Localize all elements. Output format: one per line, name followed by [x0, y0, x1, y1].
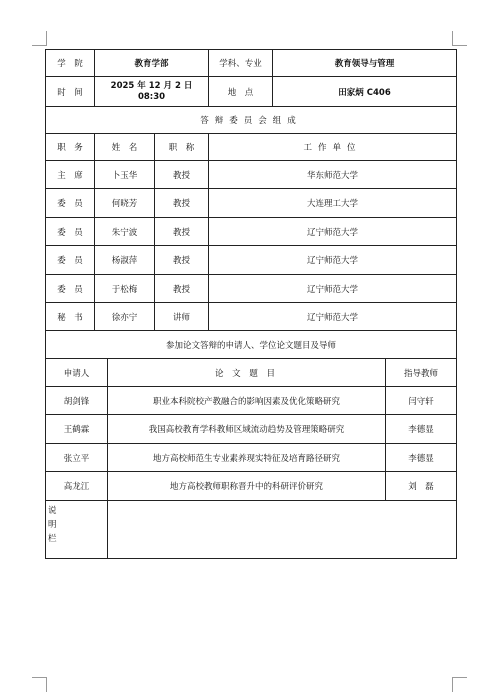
applicant-topic: 地方高校师范生专业素养现实特征及培育路径研究	[108, 444, 386, 472]
committee-name: 杨淑萍	[95, 246, 155, 275]
committee-col-name: 姓 名	[95, 134, 155, 161]
applicant-advisor: 李德显	[386, 415, 457, 444]
applicant-advisor: 李德显	[386, 444, 457, 472]
committee-unit: 辽宁师范大学	[209, 275, 457, 303]
notes-label-char: 栏	[48, 534, 57, 544]
applicants-col-topic: 论 文 题 目	[108, 359, 386, 387]
committee-unit: 华东师范大学	[209, 161, 457, 189]
applicants-col-name: 申请人	[46, 359, 108, 387]
applicant-advisor: 刘 磊	[386, 472, 457, 501]
committee-role: 委 员	[46, 189, 95, 218]
applicant-row	[46, 415, 457, 444]
committee-col-role: 职 务	[46, 134, 95, 161]
committee-rank: 教授	[155, 218, 209, 246]
committee-role: 秘 书	[46, 303, 95, 331]
committee-col-unit: 工作单位	[209, 134, 457, 161]
place-label: 地 点	[209, 77, 273, 107]
major-label: 学科、专业	[209, 50, 273, 77]
committee-row	[46, 246, 457, 275]
school-label: 学 院	[46, 50, 95, 77]
notes-content	[108, 501, 457, 559]
applicants-title: 参加论文答辩的申请人、学位论文题目及导师	[46, 331, 457, 359]
committee-header-row	[46, 134, 457, 161]
committee-unit: 辽宁师范大学	[209, 246, 457, 275]
committee-role: 委 员	[46, 275, 95, 303]
applicant-name: 高龙江	[46, 472, 108, 501]
committee-role: 委 员	[46, 246, 95, 275]
crop-mark-bottom-left	[32, 677, 47, 692]
committee-rank: 教授	[155, 161, 209, 189]
committee-name: 朱宁波	[95, 218, 155, 246]
applicant-row	[46, 444, 457, 472]
applicant-name: 王鹤霖	[46, 415, 108, 444]
applicants-title-row	[46, 331, 457, 359]
committee-unit: 辽宁师范大学	[209, 218, 457, 246]
notes-label	[46, 501, 108, 559]
committee-rank: 教授	[155, 246, 209, 275]
school-row	[46, 50, 457, 77]
place-value: 田家炳 C406	[273, 77, 457, 107]
committee-row	[46, 218, 457, 246]
applicant-name: 张立平	[46, 444, 108, 472]
applicant-advisor: 闫守轩	[386, 387, 457, 415]
committee-row	[46, 275, 457, 303]
crop-mark-bottom-right	[452, 677, 467, 692]
committee-role: 委 员	[46, 218, 95, 246]
committee-row	[46, 303, 457, 331]
committee-title: 答辩委员会组成	[46, 107, 457, 134]
crop-mark-top-right	[452, 31, 467, 46]
committee-name: 卜玉华	[95, 161, 155, 189]
committee-title-row	[46, 107, 457, 134]
applicant-row	[46, 387, 457, 415]
committee-unit: 大连理工大学	[209, 189, 457, 218]
committee-row	[46, 189, 457, 218]
time-value: 2025 年 12 月 2 日 08:30	[95, 77, 209, 107]
applicant-topic: 职业本科院校产教融合的影响因素及优化策略研究	[108, 387, 386, 415]
notes-row	[46, 501, 457, 559]
applicant-row	[46, 472, 457, 501]
committee-name: 于松梅	[95, 275, 155, 303]
applicant-topic: 我国高校教育学科教师区域流动趋势及管理策略研究	[108, 415, 386, 444]
committee-rank: 教授	[155, 189, 209, 218]
applicant-topic: 地方高校教师职称晋升中的科研评价研究	[108, 472, 386, 501]
crop-mark-top-left	[32, 31, 47, 46]
committee-role: 主 席	[46, 161, 95, 189]
committee-name: 何晓芳	[95, 189, 155, 218]
committee-row	[46, 161, 457, 189]
committee-col-rank: 职 称	[155, 134, 209, 161]
applicants-col-advisor: 指导教师	[386, 359, 457, 387]
school-value: 教育学部	[95, 50, 209, 77]
committee-name: 徐亦宁	[95, 303, 155, 331]
notes-label-char: 说	[48, 506, 57, 516]
applicant-name: 胡剑锋	[46, 387, 108, 415]
committee-unit: 辽宁师范大学	[209, 303, 457, 331]
time-row	[46, 77, 457, 107]
defense-form-table	[45, 49, 457, 559]
applicants-header-row	[46, 359, 457, 387]
time-label: 时 间	[46, 77, 95, 107]
committee-rank: 教授	[155, 275, 209, 303]
major-value: 教育领导与管理	[273, 50, 457, 77]
notes-label-char: 明	[48, 520, 57, 530]
committee-rank: 讲师	[155, 303, 209, 331]
